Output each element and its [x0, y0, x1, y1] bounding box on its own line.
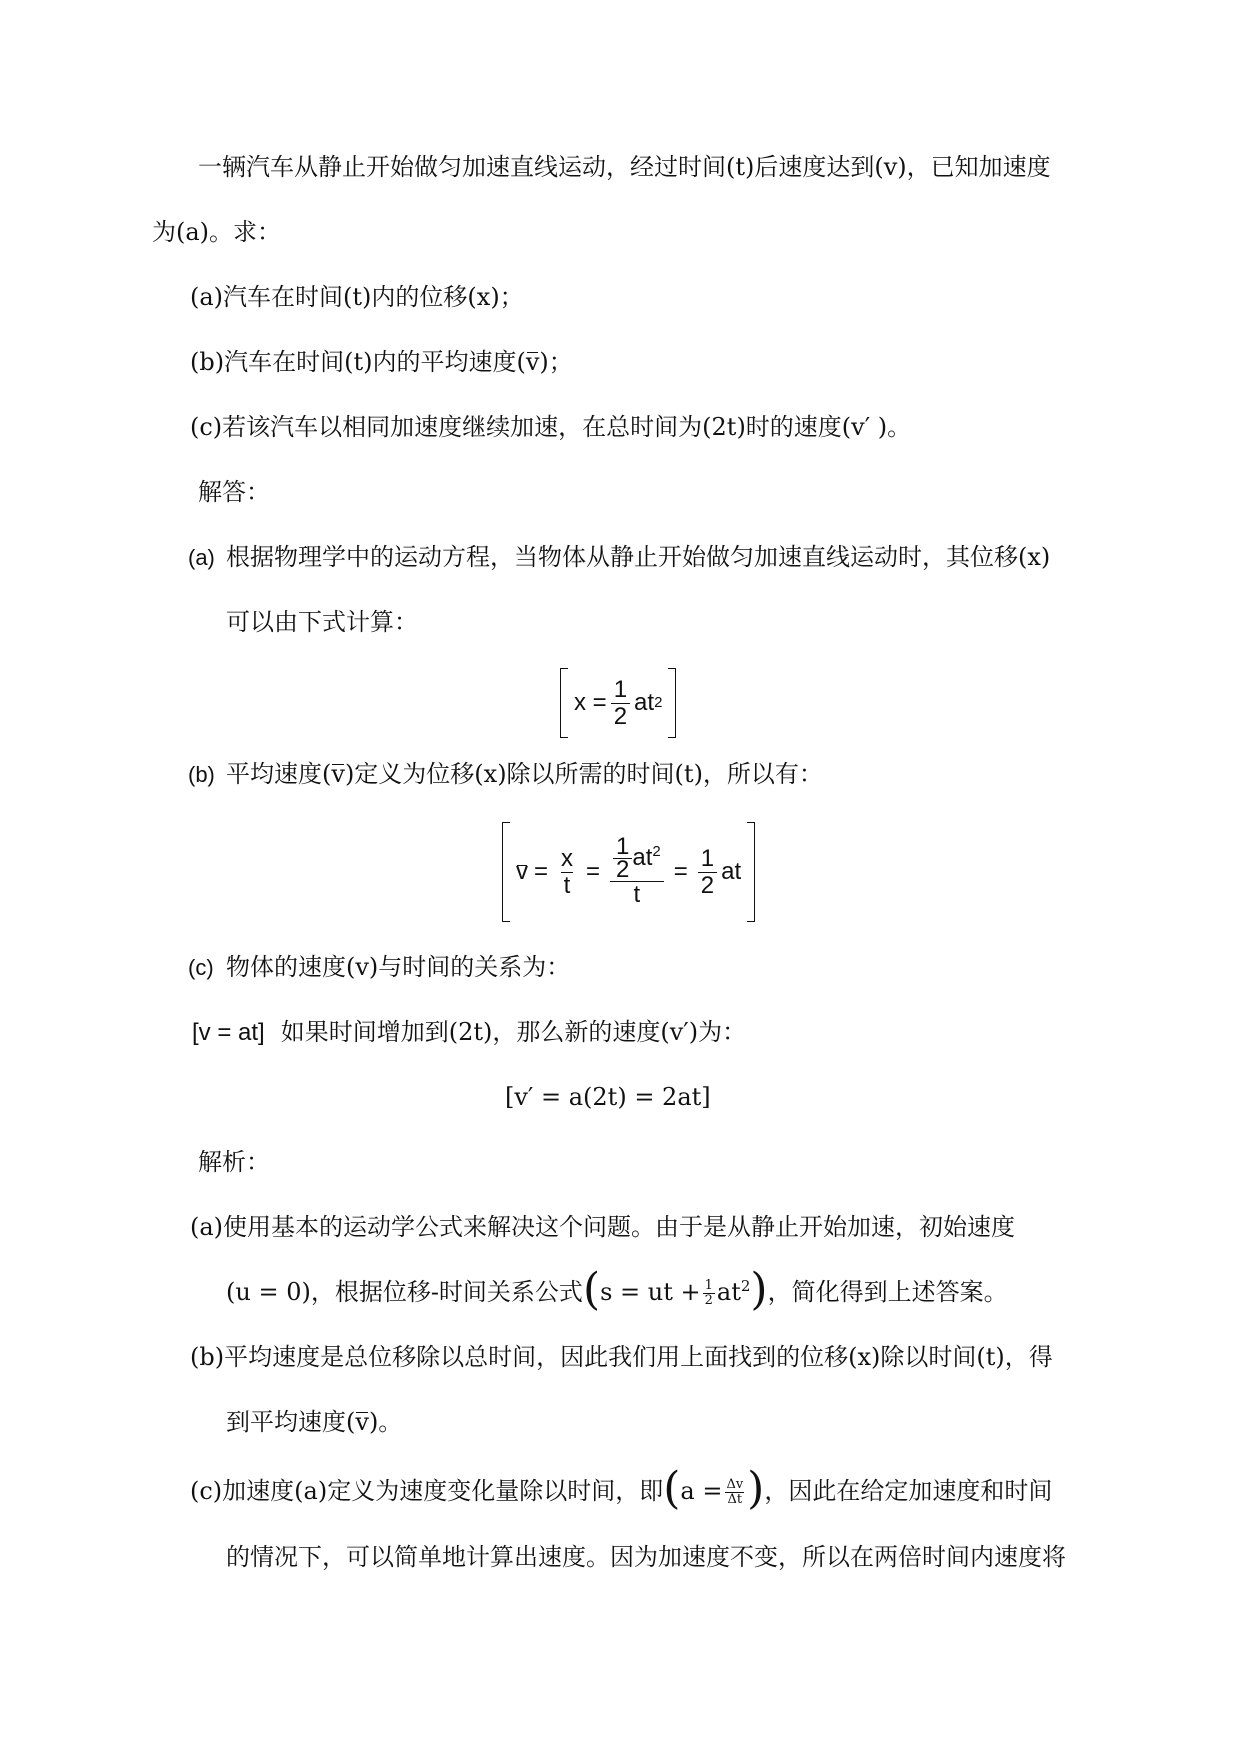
- answer-c-text: 物体的速度(v)与时间的关系为：: [226, 953, 571, 981]
- left-bracket: [560, 668, 568, 738]
- answer-a-line-1: [188, 540, 1050, 575]
- question-b-text-after: )；: [539, 348, 573, 376]
- analysis-b-text: 平均速度是总位移除以总时间，因此我们用上面找到的位移(x)除以时间(t)，得: [224, 1343, 1053, 1371]
- answer-a-text: 根据物理学中的运动方程，当物体从静止开始做匀加速直线运动时，其位移(x): [226, 543, 1051, 571]
- answer-c-text-2: 如果时间增加到(2t)，那么新的速度(v′)为：: [280, 1018, 747, 1046]
- analysis-c-line-1: [190, 1463, 1053, 1514]
- answer-heading: 解答：: [198, 478, 270, 506]
- fraction-denominator: 2: [704, 1293, 713, 1308]
- big-left-paren: (: [582, 1264, 601, 1315]
- analysis-c-text-before: 加速度(a)定义为速度变化量除以时间，即: [222, 1477, 664, 1505]
- answer-a-label: (a): [188, 545, 215, 570]
- question-b: [190, 345, 573, 379]
- analysis-a-label: (a): [190, 1213, 224, 1241]
- analysis-b-text-after: )。: [368, 1408, 403, 1436]
- fraction-numerator: 1: [616, 833, 630, 860]
- question-c: [190, 410, 911, 444]
- fraction-delta: [724, 1478, 745, 1507]
- v-bar-symbol: v: [526, 345, 540, 379]
- fraction-numerator: 1: [704, 1278, 713, 1293]
- answer-b-text-after: )定义为位移(x)除以所需的时间(t)，所以有：: [344, 760, 823, 788]
- equals-sign: =: [534, 858, 549, 885]
- fraction-denominator: t: [561, 872, 574, 899]
- exponent: 2: [652, 842, 661, 860]
- fraction-numerator: 1: [700, 844, 715, 872]
- answer-c-line-2: [192, 1015, 746, 1050]
- analysis-a-line-1: [190, 1210, 1015, 1244]
- answer-b-text-before: 平均速度(: [226, 760, 332, 788]
- v-bar-symbol: v: [355, 1405, 369, 1439]
- analysis-a-text: 使用基本的运动学公式来解决这个问题。由于是从静止开始加速，初始速度: [223, 1213, 1016, 1241]
- big-right-paren: ): [750, 1264, 768, 1315]
- analysis-a-text-before: (u = 0)，根据位移-时间关系公式: [226, 1278, 583, 1306]
- formula-displacement: x = $\frac{1}{2}$ at 2: [560, 668, 676, 738]
- formula-new-velocity: [v′ = a(2t) = 2at]: [505, 1083, 711, 1111]
- fraction-half: [611, 677, 630, 730]
- question-b-label: (b): [190, 348, 225, 376]
- answer-b-label: (b): [188, 762, 215, 787]
- left-bracket: [502, 822, 510, 922]
- analysis-b-line-2: [226, 1405, 402, 1439]
- intro-line-1: 一辆汽车从静止开始做匀加速直线运动，经过时间(t)后速度达到(v)，已知加速度: [198, 153, 1051, 181]
- fraction-denominator: Δt: [727, 1492, 743, 1507]
- fraction-numerator: 1: [613, 675, 628, 703]
- right-bracket: [747, 822, 755, 922]
- v-tilde-symbol: v: [331, 757, 345, 791]
- question-c-text: 若该汽车以相同加速度继续加速，在总时间为(2t)时的速度(v′ )。: [222, 413, 912, 441]
- fraction-half: [703, 1279, 715, 1308]
- formula-lhs: s = ut +: [600, 1278, 701, 1306]
- question-a: [190, 280, 524, 314]
- formula-rest: at: [721, 858, 742, 885]
- analysis-c-text-after: ，因此在给定加速度和时间: [764, 1477, 1053, 1505]
- intro-line-2: 为(a)。求：: [152, 218, 282, 246]
- question-a-text: 汽车在时间(t)内的位移(x)；: [223, 283, 524, 311]
- question-b-text-before: 汽车在时间(t)内的平均速度(: [224, 348, 526, 376]
- big-left-paren: (: [663, 1463, 681, 1514]
- right-bracket: [668, 668, 676, 738]
- fraction-numerator-rest: at: [632, 843, 653, 871]
- big-right-paren: ): [747, 1463, 765, 1514]
- fraction-numerator: Δv: [726, 1477, 744, 1492]
- analysis-b-label: (b): [190, 1343, 225, 1371]
- fraction-compound: [610, 833, 664, 908]
- fraction-inner-half: [613, 833, 632, 883]
- equals-sign: =: [673, 858, 688, 885]
- analysis-b-line-1: [190, 1340, 1053, 1374]
- equals-sign: =: [586, 858, 601, 885]
- fraction-denominator: 2: [613, 858, 632, 881]
- fraction-denominator: 2: [698, 872, 717, 899]
- formula-average-velocity: [502, 822, 755, 922]
- analysis-c-line-2: 的情况下，可以简单地计算出速度。因为加速度不变，所以在两倍时间内速度将: [226, 1543, 1066, 1571]
- formula-rest: at: [716, 1278, 741, 1306]
- answer-c-label: (c): [188, 955, 214, 980]
- answer-c-line-1: [188, 950, 570, 985]
- analysis-c-label: (c): [190, 1477, 223, 1505]
- formula-lhs-v: v: [516, 858, 528, 885]
- fraction-numerator: x: [561, 844, 574, 872]
- analysis-b-text-before: 到平均速度(: [226, 1408, 356, 1436]
- inline-formula-v-at: [v = at]: [192, 1019, 265, 1046]
- fraction-half: [698, 846, 717, 899]
- fraction-x-over-t: [558, 846, 576, 899]
- fraction-denominator: t: [610, 881, 664, 908]
- analysis-a-line-2: [226, 1264, 1008, 1315]
- answer-b-line: [188, 757, 823, 792]
- question-c-label: (c): [190, 413, 223, 441]
- formula-rhs: at: [634, 689, 655, 716]
- answer-a-line-2: 可以由下式计算：: [226, 608, 418, 636]
- analysis-heading: 解析：: [198, 1148, 270, 1176]
- fraction-numerator: [610, 833, 664, 883]
- exponent: 2: [740, 1277, 751, 1295]
- formula-lhs: a =: [680, 1477, 723, 1505]
- analysis-a-text-after: ，简化得到上述答案。: [767, 1278, 1008, 1306]
- question-a-label: (a): [190, 283, 224, 311]
- fraction-denominator: 2: [611, 703, 630, 730]
- formula-lhs: x =: [574, 689, 607, 716]
